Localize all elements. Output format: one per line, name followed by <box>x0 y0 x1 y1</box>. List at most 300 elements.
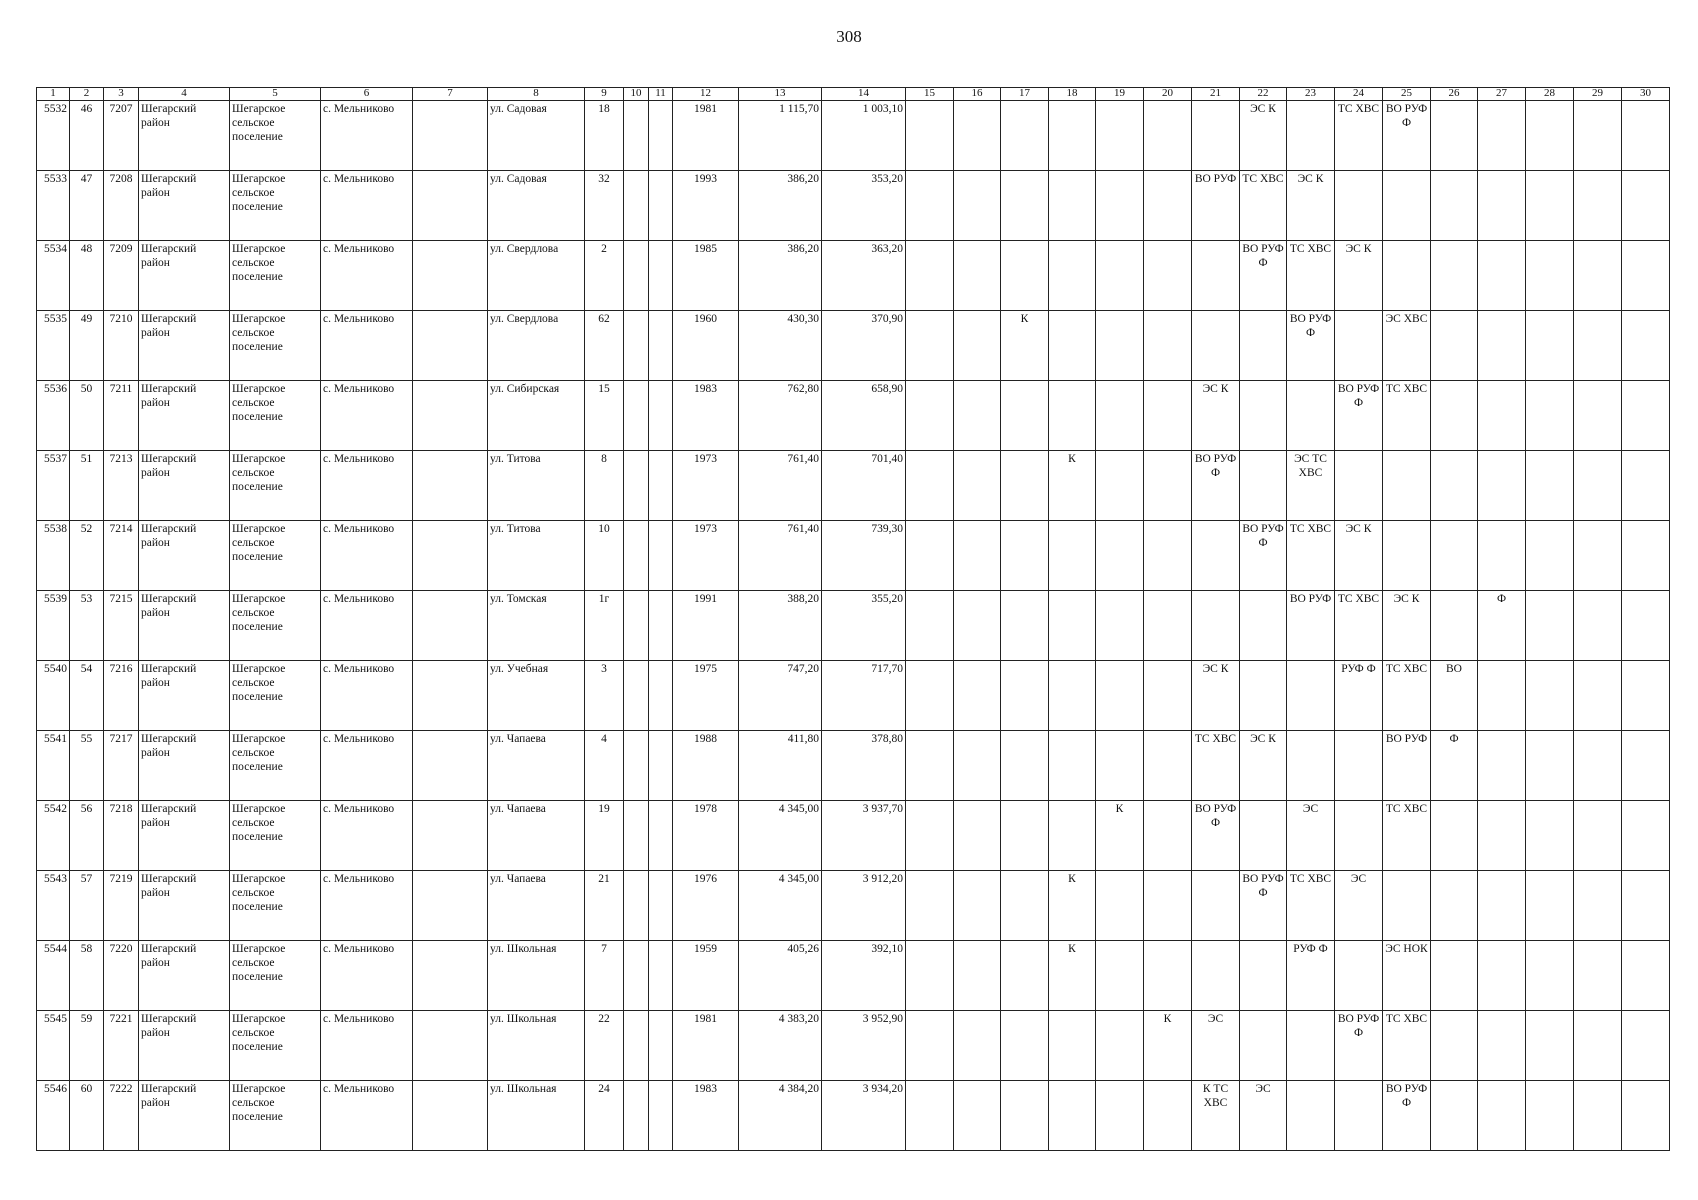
cell-col-1: 5535 <box>37 311 70 381</box>
cell-col-14: 353,20 <box>822 171 906 241</box>
cell-col-17 <box>1001 1011 1049 1081</box>
column-header-24: 24 <box>1335 88 1383 101</box>
cell-col-7 <box>413 241 488 311</box>
cell-col-1: 5534 <box>37 241 70 311</box>
cell-col-29 <box>1574 661 1622 731</box>
cell-col-19 <box>1096 591 1144 661</box>
cell-col-6: с. Мельниково <box>321 871 413 941</box>
cell-col-7 <box>413 591 488 661</box>
cell-col-1: 5541 <box>37 731 70 801</box>
column-header-8: 8 <box>488 88 585 101</box>
cell-col-23: ЭС ТС ХВС <box>1287 451 1335 521</box>
cell-col-6: с. Мельниково <box>321 101 413 171</box>
cell-col-15 <box>906 101 954 171</box>
cell-col-20 <box>1144 241 1192 311</box>
cell-col-27 <box>1478 101 1526 171</box>
cell-col-6: с. Мельниково <box>321 731 413 801</box>
cell-col-12: 1960 <box>673 311 739 381</box>
cell-col-12: 1988 <box>673 731 739 801</box>
cell-col-16 <box>954 171 1001 241</box>
cell-col-24: ВО РУФ Ф <box>1335 1011 1383 1081</box>
table-row <box>37 591 1670 661</box>
cell-col-29 <box>1574 311 1622 381</box>
cell-col-30 <box>1622 241 1670 311</box>
cell-col-24 <box>1335 311 1383 381</box>
cell-col-9: 7 <box>585 941 624 1011</box>
cell-col-10 <box>624 381 649 451</box>
cell-col-7 <box>413 171 488 241</box>
cell-col-11 <box>649 801 673 871</box>
cell-col-7 <box>413 871 488 941</box>
cell-col-7 <box>413 941 488 1011</box>
cell-col-4: Шегарский район <box>139 451 230 521</box>
cell-col-29 <box>1574 451 1622 521</box>
cell-col-21 <box>1192 241 1240 311</box>
cell-col-16 <box>954 941 1001 1011</box>
column-header-21: 21 <box>1192 88 1240 101</box>
cell-col-25: ЭС НОК <box>1383 941 1431 1011</box>
cell-col-7 <box>413 311 488 381</box>
cell-col-18: К <box>1049 941 1096 1011</box>
cell-col-4: Шегарский район <box>139 521 230 591</box>
cell-col-24: ЭС <box>1335 871 1383 941</box>
cell-col-24: ВО РУФ Ф <box>1335 381 1383 451</box>
cell-col-14: 3 912,20 <box>822 871 906 941</box>
cell-col-2: 50 <box>70 381 104 451</box>
cell-col-20 <box>1144 941 1192 1011</box>
cell-col-2: 55 <box>70 731 104 801</box>
cell-col-9: 8 <box>585 451 624 521</box>
cell-col-28 <box>1526 1081 1574 1151</box>
cell-col-26 <box>1431 101 1478 171</box>
cell-col-5: Шегарское сельское поселение <box>230 731 321 801</box>
cell-col-12: 1985 <box>673 241 739 311</box>
cell-col-8: ул. Школьная <box>488 941 585 1011</box>
cell-col-17 <box>1001 381 1049 451</box>
cell-col-9: 4 <box>585 731 624 801</box>
cell-col-21: ЭС К <box>1192 381 1240 451</box>
cell-col-15 <box>906 591 954 661</box>
cell-col-9: 21 <box>585 871 624 941</box>
cell-col-16 <box>954 241 1001 311</box>
cell-col-2: 59 <box>70 1011 104 1081</box>
cell-col-29 <box>1574 101 1622 171</box>
cell-col-19 <box>1096 661 1144 731</box>
cell-col-8: ул. Садовая <box>488 101 585 171</box>
cell-col-9: 62 <box>585 311 624 381</box>
column-header-30: 30 <box>1622 88 1670 101</box>
cell-col-2: 51 <box>70 451 104 521</box>
table-row <box>37 731 1670 801</box>
cell-col-27 <box>1478 731 1526 801</box>
cell-col-28 <box>1526 101 1574 171</box>
cell-col-30 <box>1622 941 1670 1011</box>
cell-col-9: 19 <box>585 801 624 871</box>
cell-col-16 <box>954 101 1001 171</box>
column-header-12: 12 <box>673 88 739 101</box>
cell-col-20 <box>1144 591 1192 661</box>
cell-col-24: ТС ХВС <box>1335 591 1383 661</box>
cell-col-5: Шегарское сельское поселение <box>230 171 321 241</box>
column-header-18: 18 <box>1049 88 1096 101</box>
cell-col-28 <box>1526 871 1574 941</box>
cell-col-20 <box>1144 521 1192 591</box>
cell-col-18 <box>1049 311 1096 381</box>
cell-col-10 <box>624 171 649 241</box>
cell-col-22 <box>1240 941 1287 1011</box>
cell-col-14: 3 952,90 <box>822 1011 906 1081</box>
cell-col-9: 15 <box>585 381 624 451</box>
cell-col-10 <box>624 451 649 521</box>
cell-col-12: 1976 <box>673 871 739 941</box>
column-number-header-row <box>37 88 1670 101</box>
cell-col-6: с. Мельниково <box>321 521 413 591</box>
cell-col-20 <box>1144 731 1192 801</box>
cell-col-12: 1993 <box>673 171 739 241</box>
cell-col-3: 7221 <box>104 1011 139 1081</box>
cell-col-26: Ф <box>1431 731 1478 801</box>
cell-col-9: 1г <box>585 591 624 661</box>
cell-col-22 <box>1240 1011 1287 1081</box>
cell-col-8: ул. Сибирская <box>488 381 585 451</box>
cell-col-22: ЭС <box>1240 1081 1287 1151</box>
cell-col-20 <box>1144 661 1192 731</box>
cell-col-13: 405,26 <box>739 941 822 1011</box>
cell-col-14: 363,20 <box>822 241 906 311</box>
cell-col-10 <box>624 521 649 591</box>
cell-col-27: Ф <box>1478 591 1526 661</box>
column-header-3: 3 <box>104 88 139 101</box>
cell-col-12: 1981 <box>673 1011 739 1081</box>
cell-col-9: 24 <box>585 1081 624 1151</box>
cell-col-18: К <box>1049 451 1096 521</box>
cell-col-25 <box>1383 521 1431 591</box>
cell-col-8: ул. Титова <box>488 451 585 521</box>
cell-col-14: 701,40 <box>822 451 906 521</box>
cell-col-26 <box>1431 171 1478 241</box>
cell-col-12: 1983 <box>673 381 739 451</box>
cell-col-24: ЭС К <box>1335 241 1383 311</box>
cell-col-24: ТС ХВС <box>1335 101 1383 171</box>
cell-col-26 <box>1431 241 1478 311</box>
column-header-9: 9 <box>585 88 624 101</box>
cell-col-3: 7207 <box>104 101 139 171</box>
cell-col-29 <box>1574 591 1622 661</box>
cell-col-20: К <box>1144 1011 1192 1081</box>
cell-col-4: Шегарский район <box>139 731 230 801</box>
cell-col-30 <box>1622 451 1670 521</box>
cell-col-28 <box>1526 451 1574 521</box>
cell-col-3: 7216 <box>104 661 139 731</box>
cell-col-17 <box>1001 521 1049 591</box>
cell-col-4: Шегарский район <box>139 311 230 381</box>
cell-col-28 <box>1526 941 1574 1011</box>
cell-col-26 <box>1431 311 1478 381</box>
cell-col-10 <box>624 871 649 941</box>
cell-col-6: с. Мельниково <box>321 241 413 311</box>
cell-col-6: с. Мельниково <box>321 801 413 871</box>
cell-col-15 <box>906 1081 954 1151</box>
cell-col-30 <box>1622 801 1670 871</box>
cell-col-8: ул. Чапаева <box>488 871 585 941</box>
cell-col-12: 1973 <box>673 451 739 521</box>
cell-col-13: 4 345,00 <box>739 801 822 871</box>
cell-col-26 <box>1431 381 1478 451</box>
housing-register-table <box>36 87 1670 1151</box>
cell-col-26 <box>1431 521 1478 591</box>
cell-col-22 <box>1240 591 1287 661</box>
cell-col-8: ул. Учебная <box>488 661 585 731</box>
cell-col-18 <box>1049 101 1096 171</box>
cell-col-8: ул. Школьная <box>488 1081 585 1151</box>
cell-col-14: 378,80 <box>822 731 906 801</box>
cell-col-26 <box>1431 871 1478 941</box>
cell-col-16 <box>954 591 1001 661</box>
cell-col-30 <box>1622 171 1670 241</box>
cell-col-27 <box>1478 171 1526 241</box>
cell-col-21 <box>1192 101 1240 171</box>
cell-col-20 <box>1144 311 1192 381</box>
cell-col-21 <box>1192 941 1240 1011</box>
cell-col-28 <box>1526 381 1574 451</box>
cell-col-21 <box>1192 521 1240 591</box>
cell-col-5: Шегарское сельское поселение <box>230 801 321 871</box>
cell-col-15 <box>906 801 954 871</box>
cell-col-13: 761,40 <box>739 451 822 521</box>
cell-col-15 <box>906 1011 954 1081</box>
cell-col-4: Шегарский район <box>139 381 230 451</box>
cell-col-12: 1991 <box>673 591 739 661</box>
cell-col-16 <box>954 1081 1001 1151</box>
cell-col-7 <box>413 731 488 801</box>
cell-col-27 <box>1478 241 1526 311</box>
cell-col-27 <box>1478 941 1526 1011</box>
column-header-15: 15 <box>906 88 954 101</box>
cell-col-23 <box>1287 1081 1335 1151</box>
cell-col-14: 1 003,10 <box>822 101 906 171</box>
table-row <box>37 521 1670 591</box>
cell-col-4: Шегарский район <box>139 241 230 311</box>
cell-col-25: ТС ХВС <box>1383 381 1431 451</box>
cell-col-7 <box>413 101 488 171</box>
cell-col-23 <box>1287 731 1335 801</box>
cell-col-4: Шегарский район <box>139 101 230 171</box>
cell-col-5: Шегарское сельское поселение <box>230 591 321 661</box>
cell-col-2: 52 <box>70 521 104 591</box>
cell-col-27 <box>1478 871 1526 941</box>
cell-col-5: Шегарское сельское поселение <box>230 1011 321 1081</box>
cell-col-2: 49 <box>70 311 104 381</box>
cell-col-19 <box>1096 101 1144 171</box>
cell-col-21: К ТС ХВС <box>1192 1081 1240 1151</box>
column-header-13: 13 <box>739 88 822 101</box>
cell-col-12: 1978 <box>673 801 739 871</box>
cell-col-2: 60 <box>70 1081 104 1151</box>
table-body <box>37 101 1670 1151</box>
cell-col-17 <box>1001 941 1049 1011</box>
cell-col-4: Шегарский район <box>139 661 230 731</box>
cell-col-17 <box>1001 171 1049 241</box>
cell-col-21: ВО РУФ <box>1192 171 1240 241</box>
cell-col-24 <box>1335 451 1383 521</box>
cell-col-18 <box>1049 731 1096 801</box>
cell-col-11 <box>649 451 673 521</box>
cell-col-26 <box>1431 451 1478 521</box>
cell-col-11 <box>649 311 673 381</box>
cell-col-20 <box>1144 171 1192 241</box>
cell-col-17 <box>1001 451 1049 521</box>
cell-col-3: 7211 <box>104 381 139 451</box>
cell-col-17 <box>1001 661 1049 731</box>
cell-col-16 <box>954 381 1001 451</box>
cell-col-17 <box>1001 801 1049 871</box>
cell-col-2: 57 <box>70 871 104 941</box>
cell-col-28 <box>1526 1011 1574 1081</box>
cell-col-10 <box>624 311 649 381</box>
cell-col-6: с. Мельниково <box>321 1011 413 1081</box>
column-header-17: 17 <box>1001 88 1049 101</box>
cell-col-13: 4 345,00 <box>739 871 822 941</box>
cell-col-14: 355,20 <box>822 591 906 661</box>
cell-col-23 <box>1287 661 1335 731</box>
cell-col-17: К <box>1001 311 1049 381</box>
cell-col-30 <box>1622 1081 1670 1151</box>
cell-col-7 <box>413 381 488 451</box>
cell-col-16 <box>954 1011 1001 1081</box>
cell-col-25: ЭС К <box>1383 591 1431 661</box>
cell-col-25: ЭС ХВС <box>1383 311 1431 381</box>
cell-col-7 <box>413 801 488 871</box>
cell-col-6: с. Мельниково <box>321 591 413 661</box>
column-header-28: 28 <box>1526 88 1574 101</box>
cell-col-10 <box>624 731 649 801</box>
cell-col-6: с. Мельниково <box>321 311 413 381</box>
cell-col-22: ЭС К <box>1240 731 1287 801</box>
cell-col-23: ТС ХВС <box>1287 241 1335 311</box>
cell-col-12: 1981 <box>673 101 739 171</box>
cell-col-19 <box>1096 941 1144 1011</box>
cell-col-10 <box>624 591 649 661</box>
cell-col-27 <box>1478 451 1526 521</box>
cell-col-23: ВО РУФ <box>1287 591 1335 661</box>
cell-col-17 <box>1001 241 1049 311</box>
cell-col-4: Шегарский район <box>139 801 230 871</box>
cell-col-18 <box>1049 381 1096 451</box>
cell-col-19 <box>1096 451 1144 521</box>
cell-col-5: Шегарское сельское поселение <box>230 241 321 311</box>
cell-col-29 <box>1574 521 1622 591</box>
cell-col-1: 5546 <box>37 1081 70 1151</box>
cell-col-19 <box>1096 1011 1144 1081</box>
cell-col-30 <box>1622 731 1670 801</box>
cell-col-27 <box>1478 381 1526 451</box>
cell-col-1: 5537 <box>37 451 70 521</box>
column-header-16: 16 <box>954 88 1001 101</box>
cell-col-23: РУФ Ф <box>1287 941 1335 1011</box>
cell-col-30 <box>1622 101 1670 171</box>
cell-col-25 <box>1383 871 1431 941</box>
cell-col-1: 5544 <box>37 941 70 1011</box>
table-row <box>37 1081 1670 1151</box>
cell-col-23 <box>1287 381 1335 451</box>
table-row <box>37 101 1670 171</box>
cell-col-3: 7215 <box>104 591 139 661</box>
cell-col-13: 1 115,70 <box>739 101 822 171</box>
cell-col-15 <box>906 941 954 1011</box>
cell-col-11 <box>649 171 673 241</box>
cell-col-2: 54 <box>70 661 104 731</box>
cell-col-13: 386,20 <box>739 241 822 311</box>
cell-col-4: Шегарский район <box>139 171 230 241</box>
cell-col-16 <box>954 661 1001 731</box>
page-number: 308 <box>836 27 862 46</box>
cell-col-26 <box>1431 941 1478 1011</box>
cell-col-25: ВО РУФ Ф <box>1383 101 1431 171</box>
cell-col-26 <box>1431 1011 1478 1081</box>
cell-col-5: Шегарское сельское поселение <box>230 521 321 591</box>
cell-col-29 <box>1574 941 1622 1011</box>
cell-col-1: 5543 <box>37 871 70 941</box>
cell-col-3: 7219 <box>104 871 139 941</box>
cell-col-27 <box>1478 1011 1526 1081</box>
cell-col-26 <box>1431 591 1478 661</box>
cell-col-7 <box>413 1081 488 1151</box>
cell-col-22 <box>1240 381 1287 451</box>
cell-col-10 <box>624 241 649 311</box>
cell-col-9: 18 <box>585 101 624 171</box>
column-header-6: 6 <box>321 88 413 101</box>
cell-col-23: ВО РУФ Ф <box>1287 311 1335 381</box>
cell-col-1: 5540 <box>37 661 70 731</box>
cell-col-17 <box>1001 591 1049 661</box>
cell-col-2: 53 <box>70 591 104 661</box>
cell-col-27 <box>1478 521 1526 591</box>
cell-col-22 <box>1240 661 1287 731</box>
cell-col-6: с. Мельниково <box>321 451 413 521</box>
cell-col-28 <box>1526 801 1574 871</box>
cell-col-2: 47 <box>70 171 104 241</box>
cell-col-5: Шегарское сельское поселение <box>230 451 321 521</box>
cell-col-22: ВО РУФ Ф <box>1240 521 1287 591</box>
cell-col-25: ВО РУФ Ф <box>1383 1081 1431 1151</box>
cell-col-20 <box>1144 451 1192 521</box>
cell-col-2: 58 <box>70 941 104 1011</box>
cell-col-25 <box>1383 451 1431 521</box>
column-header-29: 29 <box>1574 88 1622 101</box>
column-header-22: 22 <box>1240 88 1287 101</box>
cell-col-23 <box>1287 101 1335 171</box>
cell-col-24: РУФ Ф <box>1335 661 1383 731</box>
cell-col-1: 5533 <box>37 171 70 241</box>
cell-col-4: Шегарский район <box>139 1081 230 1151</box>
cell-col-8: ул. Титова <box>488 521 585 591</box>
table-row <box>37 661 1670 731</box>
cell-col-17 <box>1001 731 1049 801</box>
cell-col-15 <box>906 521 954 591</box>
column-header-19: 19 <box>1096 88 1144 101</box>
cell-col-4: Шегарский район <box>139 871 230 941</box>
cell-col-4: Шегарский район <box>139 1011 230 1081</box>
column-header-4: 4 <box>139 88 230 101</box>
table-row <box>37 311 1670 381</box>
cell-col-19 <box>1096 871 1144 941</box>
cell-col-20 <box>1144 871 1192 941</box>
cell-col-11 <box>649 1081 673 1151</box>
cell-col-19 <box>1096 1081 1144 1151</box>
cell-col-24 <box>1335 1081 1383 1151</box>
cell-col-14: 3 934,20 <box>822 1081 906 1151</box>
cell-col-1: 5542 <box>37 801 70 871</box>
